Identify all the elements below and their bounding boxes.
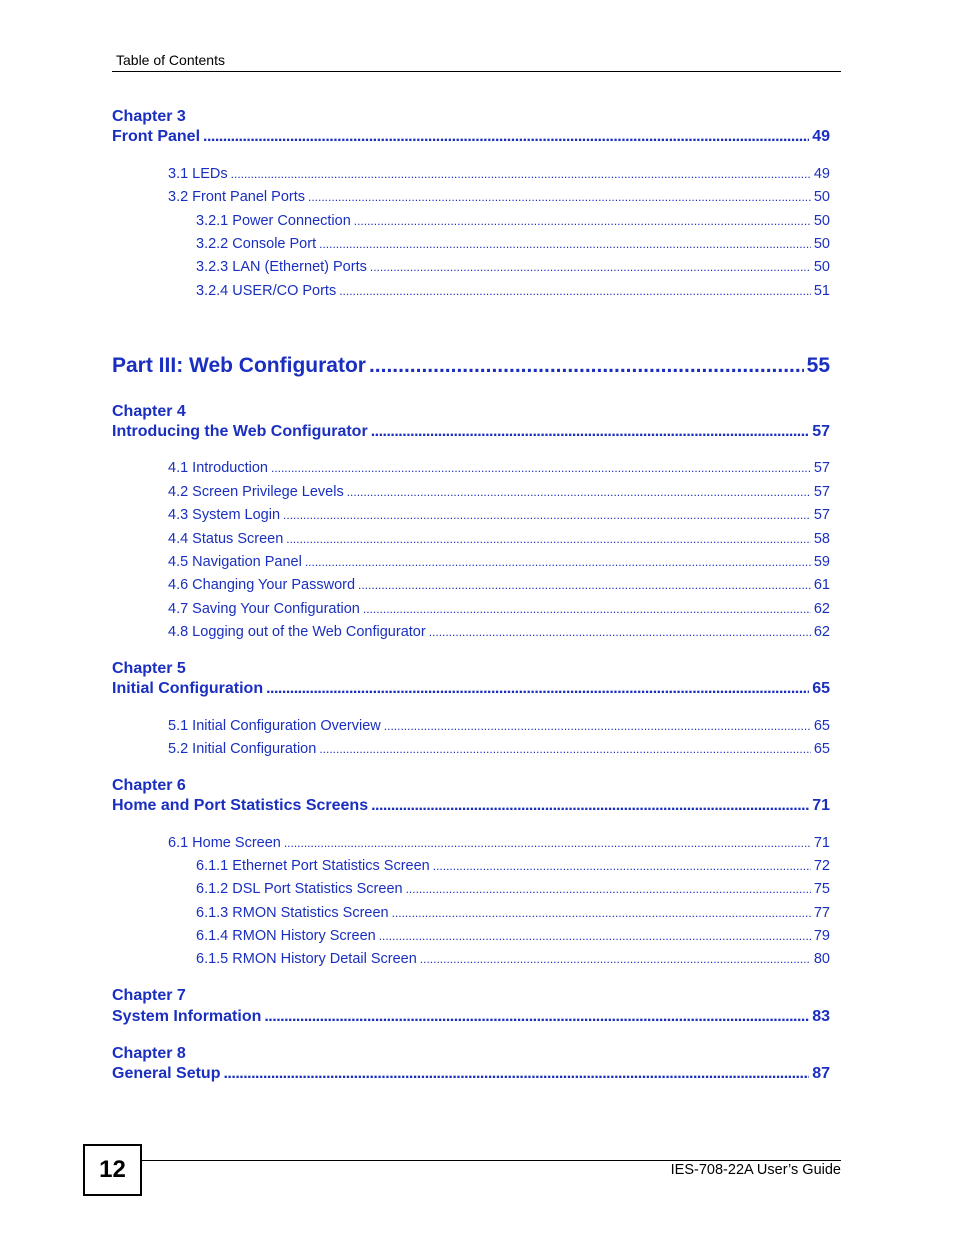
- toc-section-link[interactable]: [168, 531, 830, 548]
- toc-entry-title: 6.1 Home Screen: [168, 835, 281, 851]
- toc-entry-title: System Information: [112, 1008, 262, 1025]
- dot-leader: [319, 236, 811, 253]
- toc-chapter-link[interactable]: [112, 1065, 830, 1083]
- toc-entry-title: 4.2 Screen Privilege Levels: [168, 484, 344, 500]
- dot-leader: [392, 905, 811, 922]
- toc-page-number: 58: [813, 531, 830, 547]
- dot-leader: [406, 881, 811, 898]
- toc-section-link[interactable]: [196, 905, 830, 922]
- toc-entry-title: 6.1.5 RMON History Detail Screen: [196, 951, 417, 967]
- toc-page-number: 61: [813, 577, 830, 593]
- toc-section-link[interactable]: [168, 484, 830, 501]
- dot-leader: [305, 554, 811, 571]
- toc-entry-title: 6.1.3 RMON Statistics Screen: [196, 905, 389, 921]
- dot-leader: [371, 423, 810, 441]
- toc-page-number: 65: [812, 680, 830, 697]
- toc-entry-title: 3.2.4 USER/CO Ports: [196, 283, 337, 299]
- toc-entry-title: Front Panel: [112, 128, 201, 145]
- toc-entry-title: Introducing the Web Configurator: [112, 423, 368, 440]
- toc-section-link[interactable]: [196, 951, 830, 968]
- toc-entry-title: 4.7 Saving Your Configuration: [168, 601, 360, 617]
- toc-entry-title: 3.2.1 Power Connection: [196, 213, 351, 229]
- toc-page-number: 65: [813, 741, 830, 757]
- toc-page-number: 62: [813, 601, 830, 617]
- dot-leader: [369, 354, 804, 378]
- toc-page-number: 50: [813, 213, 830, 229]
- chapter-label[interactable]: Chapter 8: [112, 1045, 186, 1062]
- toc-page-number: 77: [813, 905, 830, 921]
- toc-chapter-link[interactable]: [112, 680, 830, 698]
- toc-section-link[interactable]: [196, 283, 830, 300]
- toc-chapter-link[interactable]: [112, 797, 830, 815]
- toc-entry-title: Home and Port Statistics Screens: [112, 797, 369, 814]
- toc-section-link[interactable]: [196, 213, 830, 230]
- toc-page-number: 72: [813, 858, 830, 874]
- page-number: 12: [99, 1156, 126, 1183]
- toc-section-link[interactable]: [168, 577, 830, 594]
- page-number-box: [83, 1144, 142, 1196]
- toc-section-link[interactable]: [168, 601, 830, 618]
- toc-page-number: 83: [812, 1008, 830, 1025]
- toc-chapter-link[interactable]: [112, 128, 830, 146]
- dot-leader: [284, 835, 811, 852]
- toc-page-number: 57: [813, 507, 830, 523]
- toc-entry-title: 3.2.2 Console Port: [196, 236, 317, 252]
- dot-leader: [266, 680, 809, 698]
- toc-entry-title: 5.1 Initial Configuration Overview: [168, 718, 381, 734]
- chapter-label[interactable]: Chapter 5: [112, 660, 186, 677]
- toc-entry-title: 4.4 Status Screen: [168, 531, 284, 547]
- toc-page-number: 49: [812, 128, 830, 145]
- toc-page-number: 59: [813, 554, 830, 570]
- toc-section-link[interactable]: [168, 835, 830, 852]
- footer-rule: [140, 1160, 841, 1161]
- toc-part-link[interactable]: [112, 354, 830, 378]
- toc-chapter-link[interactable]: [112, 1008, 830, 1026]
- toc-entry-title: 4.1 Introduction: [168, 460, 268, 476]
- chapter-label[interactable]: Chapter 7: [112, 987, 186, 1004]
- dot-leader: [433, 858, 811, 875]
- toc-page-number: 55: [806, 354, 830, 377]
- toc-page-number: 50: [813, 236, 830, 252]
- toc-section-link[interactable]: [168, 741, 830, 758]
- dot-leader: [283, 507, 811, 524]
- dot-leader: [370, 259, 811, 276]
- dot-leader: [319, 741, 811, 758]
- toc-entry-title: Initial Configuration: [112, 680, 264, 697]
- dot-leader: [271, 460, 811, 477]
- toc-entry-title: 6.1.4 RMON History Screen: [196, 928, 376, 944]
- toc-page-number: 80: [813, 951, 830, 967]
- dot-leader: [264, 1008, 809, 1026]
- dot-leader: [203, 128, 809, 146]
- dot-leader: [358, 577, 811, 594]
- toc-entry-title: Part III: Web Configurator: [112, 354, 366, 377]
- toc-page-number: 51: [813, 283, 830, 299]
- toc-section-link[interactable]: [196, 881, 830, 898]
- toc-section-link[interactable]: [196, 236, 830, 253]
- toc-page-number: 50: [813, 259, 830, 275]
- toc-entry-title: General Setup: [112, 1065, 221, 1082]
- toc-section-link[interactable]: [168, 554, 830, 571]
- toc-page-number: 79: [813, 928, 830, 944]
- guide-title: IES-708-22A User’s Guide: [670, 1162, 841, 1178]
- dot-leader: [286, 531, 811, 548]
- toc-chapter-link[interactable]: [112, 423, 830, 441]
- toc-page-number: 71: [813, 835, 830, 851]
- toc-entry-title: 5.2 Initial Configuration: [168, 741, 317, 757]
- toc-page-number: 57: [812, 423, 830, 440]
- toc-page-number: 49: [813, 166, 830, 182]
- dot-leader: [429, 624, 811, 641]
- toc-section-link[interactable]: [168, 624, 830, 641]
- dot-leader: [231, 166, 811, 183]
- toc-entry-title: 4.8 Logging out of the Web Configurator: [168, 624, 426, 640]
- toc-section-link[interactable]: [196, 928, 830, 945]
- toc-entry-title: 3.2.3 LAN (Ethernet) Ports: [196, 259, 367, 275]
- toc-entry-title: 3.1 LEDs: [168, 166, 228, 182]
- toc-section-link[interactable]: [196, 259, 830, 276]
- chapter-label[interactable]: Chapter 4: [112, 403, 186, 420]
- toc-entry-title: 4.3 System Login: [168, 507, 281, 523]
- toc-page-number: 57: [813, 460, 830, 476]
- dot-leader: [363, 601, 811, 618]
- dot-leader: [339, 283, 811, 300]
- toc-section-link[interactable]: [168, 166, 830, 183]
- dot-leader: [379, 928, 811, 945]
- dot-leader: [223, 1065, 809, 1083]
- toc-section-link[interactable]: [168, 460, 830, 477]
- dot-leader: [420, 951, 811, 968]
- toc-page-number: 75: [813, 881, 830, 897]
- toc-entry-title: 4.6 Changing Your Password: [168, 577, 356, 593]
- toc-page-number: 65: [813, 718, 830, 734]
- toc-page-number: 62: [813, 624, 830, 640]
- dot-leader: [371, 797, 809, 815]
- toc-section-link[interactable]: [168, 507, 830, 524]
- toc-entry-title: 6.1.1 Ethernet Port Statistics Screen: [196, 858, 430, 874]
- toc-page-number: 50: [813, 189, 830, 205]
- dot-leader: [347, 484, 811, 501]
- toc-section-link[interactable]: [168, 718, 830, 735]
- dot-leader: [308, 189, 811, 206]
- toc-entry-title: 3.2 Front Panel Ports: [168, 189, 306, 205]
- toc-section-link[interactable]: [196, 858, 830, 875]
- dot-leader: [384, 718, 811, 735]
- toc-entry-title: 4.5 Navigation Panel: [168, 554, 302, 570]
- toc-page-number: 87: [812, 1065, 830, 1082]
- toc-section-link[interactable]: [168, 189, 830, 206]
- header-title: Table of Contents: [116, 52, 225, 68]
- toc-page-number: 57: [813, 484, 830, 500]
- chapter-label[interactable]: Chapter 3: [112, 108, 186, 125]
- chapter-label[interactable]: Chapter 6: [112, 777, 186, 794]
- dot-leader: [354, 213, 811, 230]
- toc-entry-title: 6.1.2 DSL Port Statistics Screen: [196, 881, 403, 897]
- toc-page-number: 71: [812, 797, 830, 814]
